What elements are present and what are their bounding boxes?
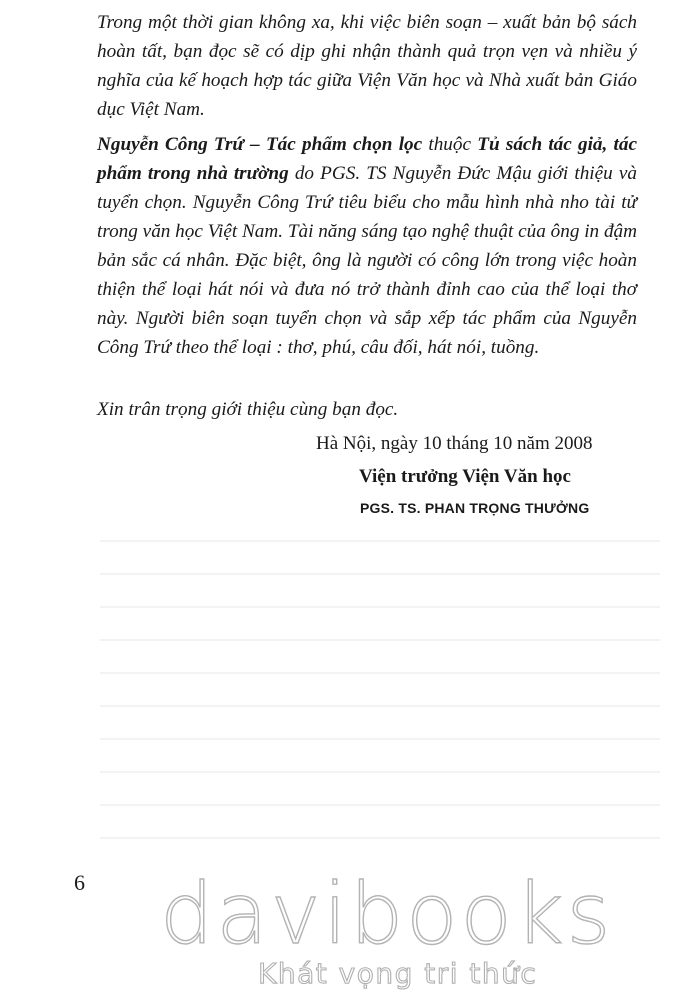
- paragraph-closing-text: Xin trân trọng giới thiệu cùng bạn đọc.: [97, 399, 399, 420]
- show-through-lines: [100, 540, 660, 870]
- signature-name: PGS. TS. PHAN TRỌNG THƯỞNG: [360, 500, 590, 516]
- signature-date: Hà Nội, ngày 10 tháng 10 năm 2008: [316, 433, 593, 454]
- page-number: 6: [74, 870, 85, 895]
- book-title: Nguyễn Công Trứ – Tác phẩm chọn lọc: [97, 134, 423, 155]
- paragraph-closing: [97, 395, 637, 424]
- paragraph-intro: [97, 8, 637, 124]
- paragraph-description-text-1: thuộc: [422, 134, 478, 155]
- watermark-slogan: Khát vọng tri thức: [258, 957, 538, 990]
- series-title: Tủ sách tác giả, tác phẩm trong nhà trường: [97, 134, 637, 184]
- watermark-logo: davibooks: [160, 865, 614, 963]
- paragraph-intro-text: Trong một thời gian không xa, khi việc biên soạn – xuất bản bộ sách hoàn tất, bạn đọc sẽ có dịp ghi nhận thành quả trọn vẹn và nhiều ý nghĩa của kế hoạch hợp tác giữa Viện Văn học và Nhà xuất bản Giáo dục Việt Nam.: [97, 12, 637, 120]
- signature-title: Viện trưởng Viện Văn học: [359, 466, 571, 487]
- paragraph-description: [97, 130, 637, 362]
- paragraph-description-text-2: do PGS. TS Nguyễn Đức Mậu giới thiệu và tuyển chọn. Nguyễn Công Trứ tiêu biểu cho mẫu hình nhà nho tài tử trong văn học Việt Nam. Tài năng sáng tạo nghệ thuật của ông in đậm bản sắc cá nhân. Đặc biệt, ông là người có công lớn trong việc hoàn thiện thể loại hát nói và đưa nó trở thành đỉnh cao của thể loại thơ này. Người biên soạn tuyển chọn và sắp xếp tác phẩm của Nguyễn Công Trứ theo thể loại : thơ, phú, câu đối, hát nói, tuồng.: [97, 163, 637, 358]
